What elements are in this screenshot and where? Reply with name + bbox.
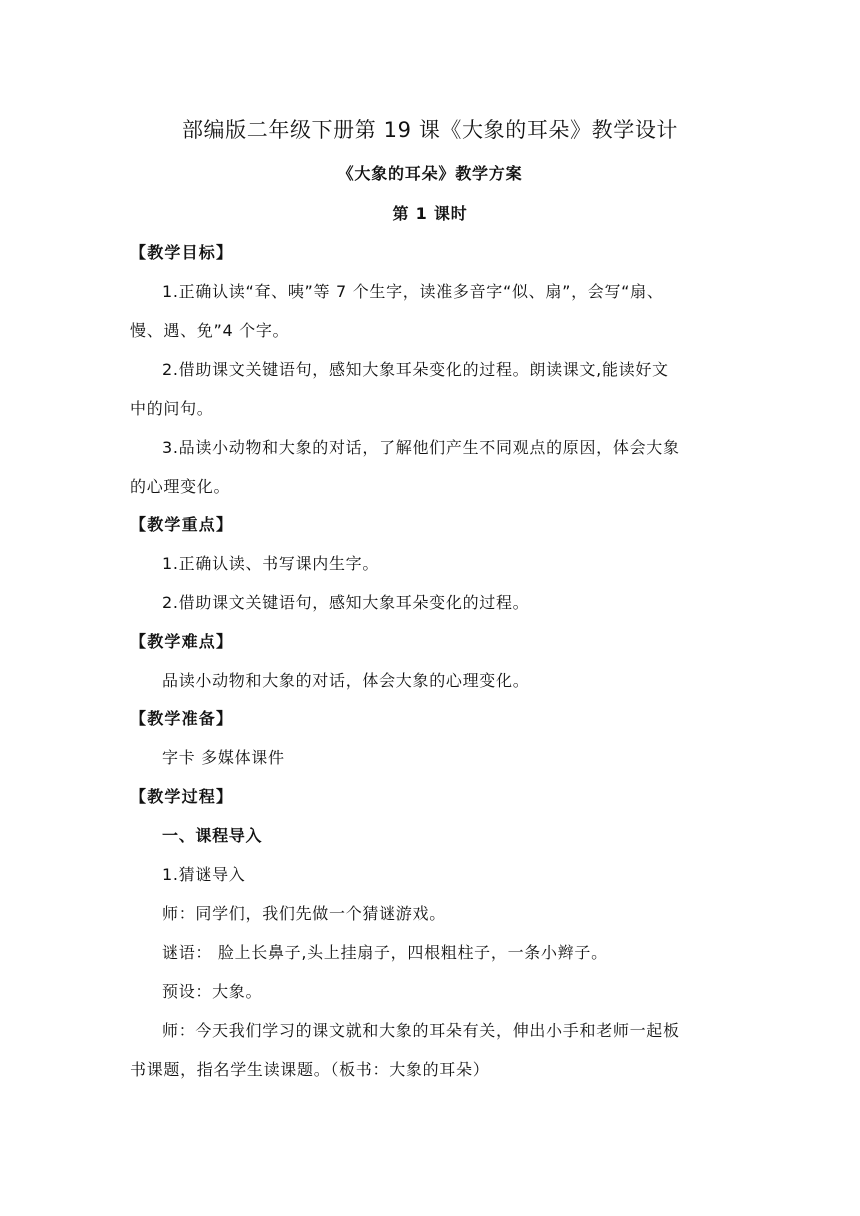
key-point-item-2: 2.借助课文关键语句，感知大象耳朵变化的过程。 [162, 593, 530, 612]
goal-item-1-line-2: 慢、遇、免”4 个字。 [130, 321, 290, 340]
section-heading-goals: 【教学目标】 [130, 243, 234, 262]
goal-item-2-line-1: 2.借助课文关键语句，感知大象耳朵变化的过程。朗读课文,能读好文 [162, 360, 669, 379]
riddle-text: 谜语： 脸上长鼻子,头上挂扇子，四根粗柱子，一条小辫子。 [162, 943, 608, 962]
difficulty-text: 品读小动物和大象的对话，体会大象的心理变化。 [162, 671, 530, 690]
preset-answer: 预设：大象。 [162, 982, 263, 1001]
process-step-1: 1.猜谜导入 [162, 865, 246, 884]
section-heading-difficulties: 【教学难点】 [130, 632, 234, 651]
section-heading-preparation: 【教学准备】 [130, 709, 234, 728]
lesson-period: 第 1 课时 [392, 204, 468, 223]
teacher-line-2-part-1: 师：今天我们学习的课文就和大象的耳朵有关，伸出小手和老师一起板 [162, 1021, 680, 1040]
process-part-1-title: 一、课程导入 [162, 826, 263, 845]
section-heading-key-points: 【教学重点】 [130, 515, 234, 534]
section-heading-process: 【教学过程】 [130, 787, 234, 806]
teacher-line-2-part-2: 书课题，指名学生读课题。（板书：大象的耳朵） [130, 1060, 490, 1079]
goal-item-2-line-2: 中的问句。 [130, 399, 214, 418]
key-point-item-1: 1.正确认读、书写课内生字。 [162, 554, 380, 573]
document-subtitle: 《大象的耳朵》教学方案 [337, 164, 523, 183]
teacher-line-1: 师：同学们，我们先做一个猜谜游戏。 [162, 904, 446, 923]
document-title: 部编版二年级下册第 19 课《大象的耳朵》教学设计 [181, 118, 679, 142]
goal-item-3-line-1: 3.品读小动物和大象的对话，了解他们产生不同观点的原因，体会大象 [162, 438, 680, 457]
goal-item-3-line-2: 的心理变化。 [130, 477, 231, 496]
goal-item-1-line-1: 1.正确认读“耷、咦”等 7 个生字，读准多音字“似、扇”，会写“扇、 [162, 282, 664, 301]
preparation-text: 字卡 多媒体课件 [162, 748, 285, 767]
